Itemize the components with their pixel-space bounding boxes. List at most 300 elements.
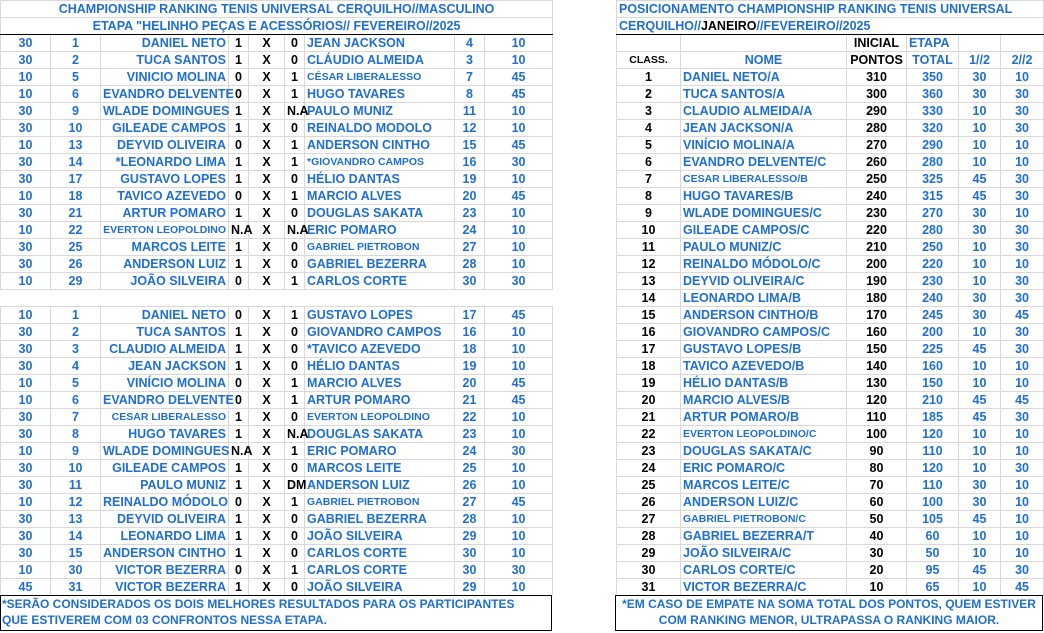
points-b: 10 (485, 511, 553, 528)
seed-b: 21 (455, 392, 485, 409)
player-name: GUSTAVO LOPES/B (681, 341, 847, 358)
seed-a: 2 (51, 324, 101, 341)
points-a: 45 (1, 579, 51, 596)
seed-a: 22 (51, 222, 101, 239)
player-a: DEYVID OLIVEIRA (101, 137, 229, 154)
points-a: 30 (1, 545, 51, 562)
match-row (1, 477, 553, 494)
match-row (1, 545, 553, 562)
score-a: N.A (229, 222, 249, 239)
score-a: 0 (229, 494, 249, 511)
round2-points: 30 (1001, 171, 1044, 188)
player-name: GABRIEL BEZERRA/T (681, 528, 847, 545)
points-a: 30 (1, 171, 51, 188)
round2-points: 30 (1001, 341, 1044, 358)
score-b: 0 (285, 239, 305, 256)
ranking-row (617, 222, 1044, 239)
versus: X (249, 154, 285, 171)
rank: 1 (617, 69, 681, 86)
ranking-row (617, 562, 1044, 579)
points-b: 10 (485, 324, 553, 341)
round1-points: 10 (959, 120, 1001, 137)
points-a: 10 (1, 137, 51, 154)
seed-b: 15 (455, 137, 485, 154)
score-a: 1 (229, 528, 249, 545)
versus: X (249, 256, 285, 273)
rank: 22 (617, 426, 681, 443)
versus: X (249, 324, 285, 341)
score-b: 0 (285, 324, 305, 341)
player-name: CESAR LIBERALESSO/B (681, 171, 847, 188)
player-b: ERIC POMARO (305, 443, 455, 460)
seed-a: 13 (51, 511, 101, 528)
versus: X (249, 511, 285, 528)
round2-points: 30 (1001, 324, 1044, 341)
initial-points: 140 (847, 358, 907, 375)
points-a: 10 (1, 307, 51, 324)
ranking-row (617, 86, 1044, 103)
score-a: 0 (229, 375, 249, 392)
points-a: 10 (1, 69, 51, 86)
seed-b: 4 (455, 35, 485, 52)
points-a: 10 (1, 443, 51, 460)
seed-a: 2 (51, 52, 101, 69)
ranking-row (617, 426, 1044, 443)
player-b: HUGO TAVARES (305, 86, 455, 103)
initial-points: 250 (847, 171, 907, 188)
points-a: 30 (1, 460, 51, 477)
rank: 31 (617, 579, 681, 596)
seed-b: 17 (455, 307, 485, 324)
versus: X (249, 86, 285, 103)
points-b: 10 (485, 120, 553, 137)
player-name: PAULO MUNIZ/C (681, 239, 847, 256)
seed-b: 26 (455, 477, 485, 494)
versus: X (249, 171, 285, 188)
player-name: GIOVANDRO CAMPOS/C (681, 324, 847, 341)
score-a: 1 (229, 239, 249, 256)
round2-points: 10 (1001, 154, 1044, 171)
rank: 29 (617, 545, 681, 562)
seed-b: 24 (455, 443, 485, 460)
header-round2: 2//2 (1001, 52, 1044, 69)
seed-a: 14 (51, 154, 101, 171)
ranking-row (617, 69, 1044, 86)
ranking-table (616, 0, 1044, 596)
round1-points: 10 (959, 137, 1001, 154)
ranking-row (617, 409, 1044, 426)
initial-points: 310 (847, 69, 907, 86)
player-a: ANDERSON LUIZ (101, 256, 229, 273)
score-b: DM (285, 477, 305, 494)
rank: 13 (617, 273, 681, 290)
total-points: 120 (907, 426, 959, 443)
rank: 6 (617, 154, 681, 171)
score-a: 0 (229, 69, 249, 86)
points-a: 30 (1, 120, 51, 137)
match-row (1, 307, 553, 324)
score-b: 1 (285, 494, 305, 511)
ranking-subtitle-month: JANEIRO (700, 18, 757, 33)
round2-points: 10 (1001, 137, 1044, 154)
total-points: 100 (907, 494, 959, 511)
total-points: 270 (907, 205, 959, 222)
player-a: GILEADE CAMPOS (101, 460, 229, 477)
score-a: 1 (229, 35, 249, 52)
versus: X (249, 103, 285, 120)
round1-points: 10 (959, 358, 1001, 375)
match-row (1, 52, 553, 69)
seed-a: 14 (51, 528, 101, 545)
player-name: WLADE DOMINGUES/C (681, 205, 847, 222)
player-a: VINICIO MOLINA (101, 69, 229, 86)
seed-a: 11 (51, 477, 101, 494)
round2-points: 10 (1001, 511, 1044, 528)
player-a: EVERTON LEOPOLDINO (101, 222, 229, 239)
match-results-table (0, 0, 553, 596)
seed-a: 1 (51, 307, 101, 324)
round1-points: 10 (959, 460, 1001, 477)
points-b: 10 (485, 460, 553, 477)
match-row (1, 69, 553, 86)
score-a: 1 (229, 358, 249, 375)
match-row (1, 494, 553, 511)
seed-a: 21 (51, 205, 101, 222)
player-a: JOÃO SILVEIRA (101, 273, 229, 290)
score-a: 0 (229, 188, 249, 205)
player-b: JOÃO SILVEIRA (305, 528, 455, 545)
points-b: 45 (485, 375, 553, 392)
versus: X (249, 426, 285, 443)
points-b: 30 (485, 273, 553, 290)
total-points: 50 (907, 545, 959, 562)
rank: 30 (617, 562, 681, 579)
round1-points: 30 (959, 494, 1001, 511)
player-a: GUSTAVO LOPES (101, 171, 229, 188)
points-b: 45 (485, 137, 553, 154)
round2-points: 10 (1001, 477, 1044, 494)
points-a: 30 (1, 239, 51, 256)
seed-b: 16 (455, 324, 485, 341)
rank: 20 (617, 392, 681, 409)
ranking-row (617, 528, 1044, 545)
points-a: 30 (1, 103, 51, 120)
seed-b: 16 (455, 154, 485, 171)
round1-points: 10 (959, 545, 1001, 562)
score-b: 0 (285, 358, 305, 375)
seed-a: 9 (51, 443, 101, 460)
versus: X (249, 52, 285, 69)
versus: X (249, 392, 285, 409)
player-b: GUSTAVO LOPES (305, 307, 455, 324)
score-b: N.A (285, 103, 305, 120)
player-a: REINALDO MÓDOLO (101, 494, 229, 511)
header-etapa: ETAPA (907, 35, 959, 52)
player-name: DOUGLAS SAKATA/C (681, 443, 847, 460)
ranking-row (617, 188, 1044, 205)
rank: 19 (617, 375, 681, 392)
score-a: 1 (229, 511, 249, 528)
points-a: 10 (1, 562, 51, 579)
total-points: 320 (907, 120, 959, 137)
player-name: GILEADE CAMPOS/C (681, 222, 847, 239)
header-nome: NOME (681, 52, 847, 69)
player-b: EVERTON LEOPOLDINO (305, 409, 455, 426)
score-b: 1 (285, 392, 305, 409)
score-a: 1 (229, 256, 249, 273)
seed-a: 13 (51, 137, 101, 154)
points-b: 45 (485, 494, 553, 511)
rank: 12 (617, 256, 681, 273)
total-points: 60 (907, 528, 959, 545)
player-a: ANDERSON CINTHO (101, 545, 229, 562)
player-a: PAULO MUNIZ (101, 477, 229, 494)
initial-points: 120 (847, 392, 907, 409)
score-a: 1 (229, 341, 249, 358)
versus: X (249, 188, 285, 205)
score-b: 1 (285, 69, 305, 86)
round1-points: 10 (959, 443, 1001, 460)
player-b: CÉSAR LIBERALESSO (305, 69, 455, 86)
round2-points: 30 (1001, 188, 1044, 205)
rank: 14 (617, 290, 681, 307)
seed-b: 24 (455, 222, 485, 239)
score-a: 0 (229, 307, 249, 324)
round1-points: 30 (959, 307, 1001, 324)
round1-points: 45 (959, 511, 1001, 528)
round1-points: 45 (959, 562, 1001, 579)
rank: 15 (617, 307, 681, 324)
seed-b: 30 (455, 273, 485, 290)
versus: X (249, 494, 285, 511)
round2-points: 10 (1001, 545, 1044, 562)
initial-points: 90 (847, 443, 907, 460)
score-b: 1 (285, 188, 305, 205)
versus: X (249, 562, 285, 579)
score-b: 1 (285, 307, 305, 324)
round1-points: 30 (959, 69, 1001, 86)
seed-a: 12 (51, 494, 101, 511)
versus: X (249, 239, 285, 256)
match-row (1, 579, 553, 596)
total-points: 65 (907, 579, 959, 596)
ranking-row (617, 171, 1044, 188)
initial-points: 200 (847, 256, 907, 273)
points-a: 10 (1, 86, 51, 103)
match-row (1, 188, 553, 205)
match-row (1, 171, 553, 188)
player-name: CARLOS CORTE/C (681, 562, 847, 579)
seed-b: 19 (455, 358, 485, 375)
seed-b: 7 (455, 69, 485, 86)
ranking-row (617, 341, 1044, 358)
score-a: 1 (229, 205, 249, 222)
score-a: 1 (229, 154, 249, 171)
seed-a: 5 (51, 69, 101, 86)
initial-points: 160 (847, 324, 907, 341)
match-row (1, 392, 553, 409)
versus: X (249, 443, 285, 460)
match-row (1, 341, 553, 358)
player-a: ARTUR POMARO (101, 205, 229, 222)
initial-points: 210 (847, 239, 907, 256)
round1-points: 45 (959, 171, 1001, 188)
player-name: MARCOS LEITE/C (681, 477, 847, 494)
points-a: 10 (1, 494, 51, 511)
rank: 9 (617, 205, 681, 222)
round1-points: 10 (959, 103, 1001, 120)
versus: X (249, 120, 285, 137)
match-row (1, 137, 553, 154)
seed-b: 8 (455, 86, 485, 103)
score-b: 0 (285, 120, 305, 137)
score-a: 0 (229, 392, 249, 409)
points-b: 30 (485, 562, 553, 579)
score-b: 1 (285, 154, 305, 171)
round2-points: 30 (1001, 460, 1044, 477)
round2-points: 30 (1001, 273, 1044, 290)
round2-points: 10 (1001, 426, 1044, 443)
player-b: JEAN JACKSON (305, 35, 455, 52)
score-b: 0 (285, 460, 305, 477)
score-b: 1 (285, 86, 305, 103)
player-name: HÉLIO DANTAS/B (681, 375, 847, 392)
player-a: DANIEL NETO (101, 307, 229, 324)
initial-points: 270 (847, 137, 907, 154)
ranking-row (617, 154, 1044, 171)
rank: 17 (617, 341, 681, 358)
points-b: 30 (485, 443, 553, 460)
player-b: GABRIEL BEZERRA (305, 256, 455, 273)
match-row (1, 222, 553, 239)
ranking-row (617, 205, 1044, 222)
player-b: HÉLIO DANTAS (305, 358, 455, 375)
score-a: 0 (229, 562, 249, 579)
points-a: 10 (1, 392, 51, 409)
seed-a: 6 (51, 392, 101, 409)
ranking-row (617, 443, 1044, 460)
total-points: 250 (907, 239, 959, 256)
match-row (1, 358, 553, 375)
seed-a: 10 (51, 460, 101, 477)
points-a: 30 (1, 205, 51, 222)
player-b: CLÁUDIO ALMEIDA (305, 52, 455, 69)
round1-points: 45 (959, 409, 1001, 426)
total-points: 315 (907, 188, 959, 205)
ranking-note-line1: *EM CASO DE EMPATE NA SOMA TOTAL DOS PONTOS, QUEM ESTIVER (622, 597, 1036, 611)
score-b: 0 (285, 171, 305, 188)
seed-a: 9 (51, 103, 101, 120)
points-a: 30 (1, 52, 51, 69)
match-row (1, 528, 553, 545)
player-name: LEONARDO LIMA/B (681, 290, 847, 307)
seed-b: 27 (455, 494, 485, 511)
score-a: 1 (229, 171, 249, 188)
match-row (1, 375, 553, 392)
round2-points: 10 (1001, 528, 1044, 545)
versus: X (249, 477, 285, 494)
score-b: 1 (285, 375, 305, 392)
initial-points: 170 (847, 307, 907, 324)
ranking-row (617, 460, 1044, 477)
player-b: HÉLIO DANTAS (305, 171, 455, 188)
seed-a: 8 (51, 426, 101, 443)
player-a: VINÍCIO MOLINA (101, 375, 229, 392)
initial-points: 260 (847, 154, 907, 171)
round1-points: 10 (959, 273, 1001, 290)
seed-b: 29 (455, 579, 485, 596)
total-points: 240 (907, 290, 959, 307)
round2-points: 10 (1001, 358, 1044, 375)
player-b: GABRIEL BEZERRA (305, 511, 455, 528)
initial-points: 230 (847, 205, 907, 222)
initial-points: 10 (847, 579, 907, 596)
initial-points: 280 (847, 120, 907, 137)
versus: X (249, 528, 285, 545)
total-points: 120 (907, 460, 959, 477)
player-b: GIOVANDRO CAMPOS (305, 324, 455, 341)
round2-points: 30 (1001, 239, 1044, 256)
versus: X (249, 358, 285, 375)
score-b: 0 (285, 256, 305, 273)
points-a: 30 (1, 409, 51, 426)
header-total: TOTAL (907, 52, 959, 69)
points-b: 10 (485, 426, 553, 443)
points-a: 30 (1, 426, 51, 443)
player-name: DEYVID OLIVEIRA/C (681, 273, 847, 290)
rank: 5 (617, 137, 681, 154)
seed-b: 3 (455, 52, 485, 69)
ranking-row (617, 324, 1044, 341)
score-b: 0 (285, 579, 305, 596)
player-name: VICTOR BEZERRA/C (681, 579, 847, 596)
match-row (1, 460, 553, 477)
seed-b: 30 (455, 545, 485, 562)
seed-a: 17 (51, 171, 101, 188)
player-b: CARLOS CORTE (305, 562, 455, 579)
player-name: JEAN JACKSON/A (681, 120, 847, 137)
initial-points: 60 (847, 494, 907, 511)
score-b: 0 (285, 409, 305, 426)
player-b: MARCOS LEITE (305, 460, 455, 477)
player-a: DEYVID OLIVEIRA (101, 511, 229, 528)
player-name: JOÃO SILVEIRA/C (681, 545, 847, 562)
points-b: 45 (485, 86, 553, 103)
seed-a: 15 (51, 545, 101, 562)
total-points: 280 (907, 154, 959, 171)
versus: X (249, 222, 285, 239)
player-b: ANDERSON LUIZ (305, 477, 455, 494)
player-b: GABRIEL PIETROBON (305, 494, 455, 511)
round2-points: 30 (1001, 86, 1044, 103)
player-name: DANIEL NETO/A (681, 69, 847, 86)
seed-a: 4 (51, 358, 101, 375)
rank: 23 (617, 443, 681, 460)
match-row (1, 120, 553, 137)
player-b: ANDERSON CINTHO (305, 137, 455, 154)
round1-points: 45 (959, 392, 1001, 409)
score-b: 0 (285, 52, 305, 69)
total-points: 200 (907, 324, 959, 341)
round-spacer (1, 290, 553, 307)
initial-points: 130 (847, 375, 907, 392)
player-a: TUCA SANTOS (101, 52, 229, 69)
rank: 7 (617, 171, 681, 188)
match-row (1, 443, 553, 460)
ranking-note-line2: COM RANKING MENOR, ULTRAPASSA O RANKING MAIOR. (658, 613, 1000, 627)
points-a: 10 (1, 222, 51, 239)
seed-b: 23 (455, 205, 485, 222)
